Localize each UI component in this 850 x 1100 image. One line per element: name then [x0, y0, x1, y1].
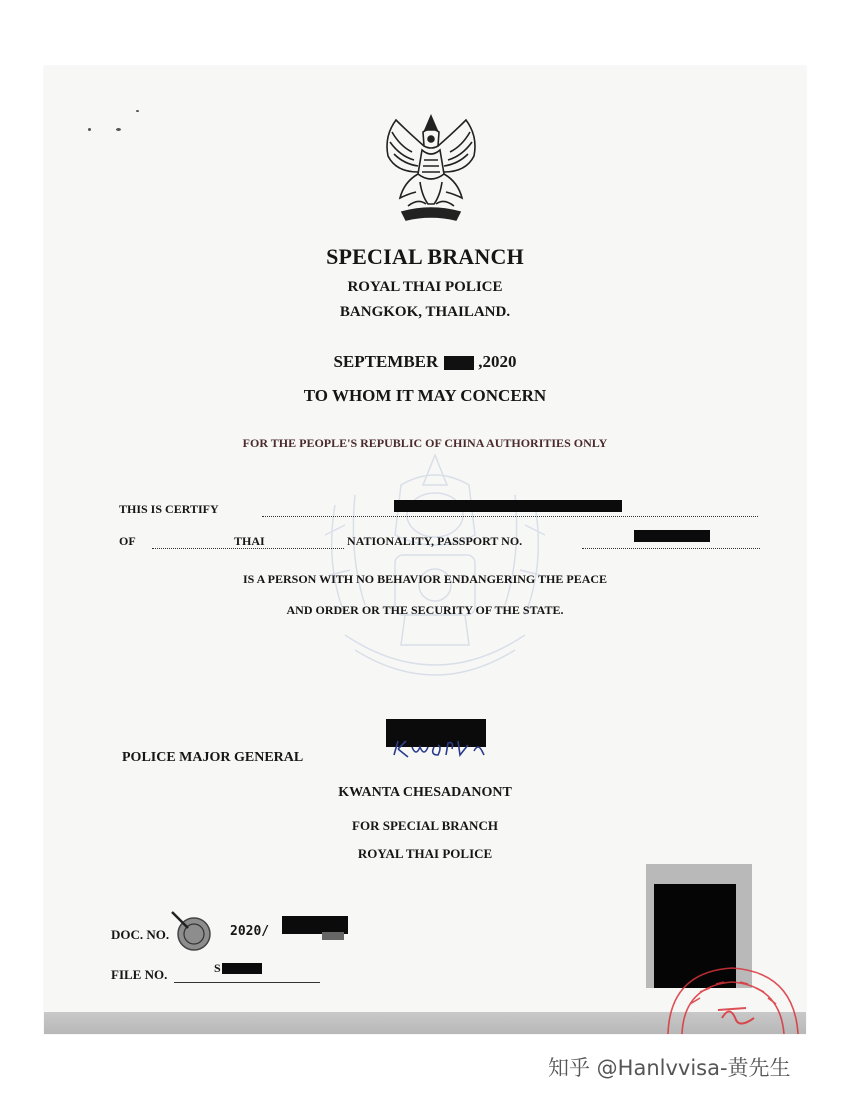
- of-label: OF: [119, 534, 136, 548]
- signatory-for-line: FOR SPECIAL BRANCH: [352, 818, 498, 833]
- statement-line-2: AND ORDER OR THE SECURITY OF THE STATE.: [286, 603, 564, 617]
- issue-date: [0, 352, 850, 372]
- redacted-name: [394, 500, 622, 512]
- redacted-passport-number: [634, 530, 710, 542]
- scan-speck: [116, 128, 121, 131]
- organization-location: BANGKOK, THAILAND.: [339, 304, 511, 320]
- signatory-rank: POLICE MAJOR GENERAL: [122, 750, 304, 765]
- nationality-value: THAI: [234, 534, 265, 548]
- salutation: TO WHOM IT MAY CONCERN: [303, 386, 547, 405]
- file-number-value: S: [214, 961, 221, 975]
- redacted-day: [444, 356, 474, 370]
- authority-note: FOR THE PEOPLE'S REPUBLIC OF CHINA AUTHORITIES ONLY: [242, 436, 608, 450]
- file-number-line: [174, 982, 320, 983]
- redacted-doc-number-tail: [322, 932, 344, 940]
- source-watermark: 知乎 @Hanlvvisa-黄先生: [548, 1056, 791, 1080]
- page-title: SPECIAL BRANCH: [326, 244, 524, 269]
- date-year: ,2020: [478, 352, 517, 371]
- organization-name: ROYAL THAI POLICE: [347, 279, 503, 295]
- statement-line-1: IS A PERSON WITH NO BEHAVIOR ENDANGERING THE PEACE: [242, 572, 608, 586]
- royal-seal-watermark-icon: [305, 445, 565, 695]
- signatory-name: KWANTA CHESADANONT: [338, 785, 512, 800]
- signatory-organization: ROYAL THAI POLICE: [357, 846, 493, 861]
- doc-number-value: 2020/: [230, 924, 270, 939]
- signature-handwriting-icon: [390, 735, 490, 761]
- name-dotted-line: [262, 516, 758, 517]
- stamp-seal-icon: [168, 908, 220, 954]
- scan-speck: [88, 128, 91, 131]
- passport-dotted-line: [582, 548, 760, 549]
- redacted-file-number: [222, 963, 262, 974]
- date-month: SEPTEMBER: [333, 352, 439, 371]
- red-official-seal-icon: [660, 944, 805, 1034]
- passport-label: NATIONALITY, PASSPORT NO.: [347, 534, 523, 548]
- garuda-emblem-icon: [378, 112, 484, 224]
- file-number-label: FILE NO.: [111, 967, 168, 982]
- certify-label: THIS IS CERTIFY: [119, 502, 219, 516]
- scan-speck: [136, 110, 139, 112]
- doc-number-label: DOC. NO.: [111, 927, 170, 942]
